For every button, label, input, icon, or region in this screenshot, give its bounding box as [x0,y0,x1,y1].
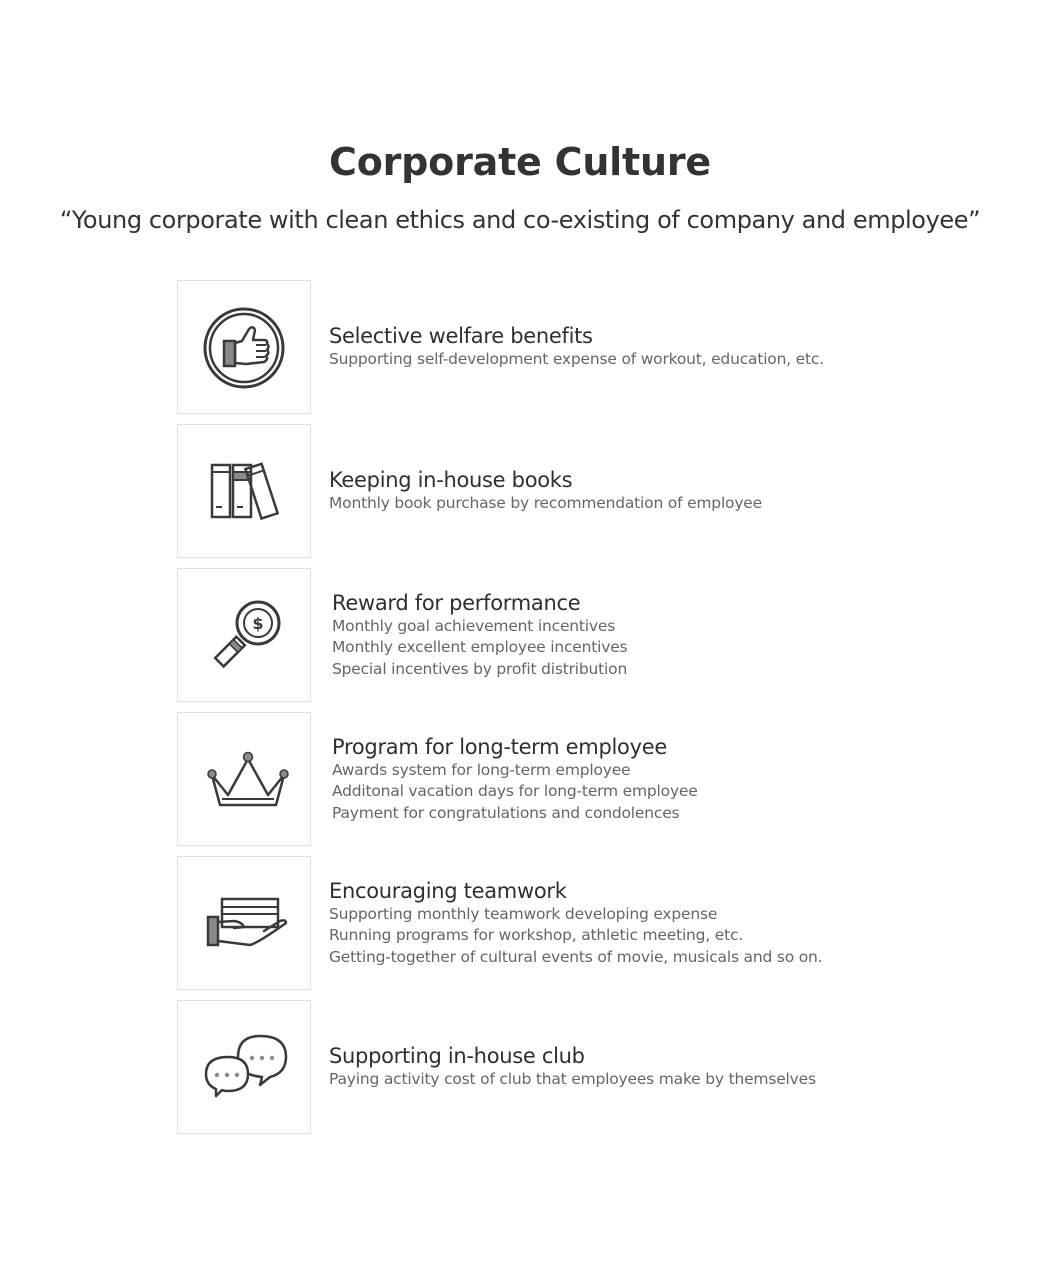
item-line: Payment for congratulations and condolences [332,803,680,822]
item-line: Supporting monthly teamwork developing expense [329,904,718,923]
item-line: Awards system for long-term employee [332,760,631,779]
culture-item-club [177,1000,937,1134]
item-text [329,856,822,990]
item-line: Special incentives by profit distribution [332,659,628,678]
icon-box [177,568,311,702]
icon-box [177,856,311,990]
thumbs-up-icon [198,301,290,393]
item-heading: Program for long-term employee [332,734,667,759]
culture-item-welfare [177,280,937,414]
icon-box [177,1000,311,1134]
icon-box [177,280,311,414]
item-text [329,1000,816,1134]
item-heading: Keeping in-house books [329,468,573,493]
books-icon [198,445,290,537]
magnifier-dollar-icon [198,589,290,681]
icon-box [177,712,311,846]
item-line: Paying activity cost of club that employees make by themselves [329,1070,816,1089]
item-text [329,280,824,414]
item-line: Monthly excellent employee incentives [332,638,628,657]
page-title: Corporate Culture [329,140,711,184]
culture-item-teamwork [177,856,937,990]
item-text [332,568,627,702]
crown-icon [198,733,290,825]
chat-bubbles-icon [198,1021,290,1113]
item-heading: Encouraging teamwork [329,878,567,903]
item-line: Supporting self-development expense of workout, education, etc. [329,350,824,369]
svg-text:$: $ [252,614,264,633]
icon-box [177,424,311,558]
item-heading: Selective welfare benefits [329,324,593,349]
culture-item-books [177,424,937,558]
item-text [332,712,698,846]
hand-card-icon [198,877,290,969]
item-line: Getting-together of cultural events of movie, musicals and so on. [329,947,823,966]
page-slogan: “Young corporate with clean ethics and co-existing of company and employee” [59,206,981,234]
item-heading: Supporting in-house club [329,1044,585,1069]
culture-item-reward [177,568,937,702]
item-heading: Reward for performance [332,590,581,615]
culture-item-long-term [177,712,937,846]
item-line: Monthly goal achievement incentives [332,616,616,635]
item-line: Running programs for workshop, athletic meeting, etc. [329,926,744,945]
item-line: Monthly book purchase by recommendation of employee [329,494,762,513]
item-line: Additonal vacation days for long-term employee [332,782,698,801]
item-text [329,424,762,558]
